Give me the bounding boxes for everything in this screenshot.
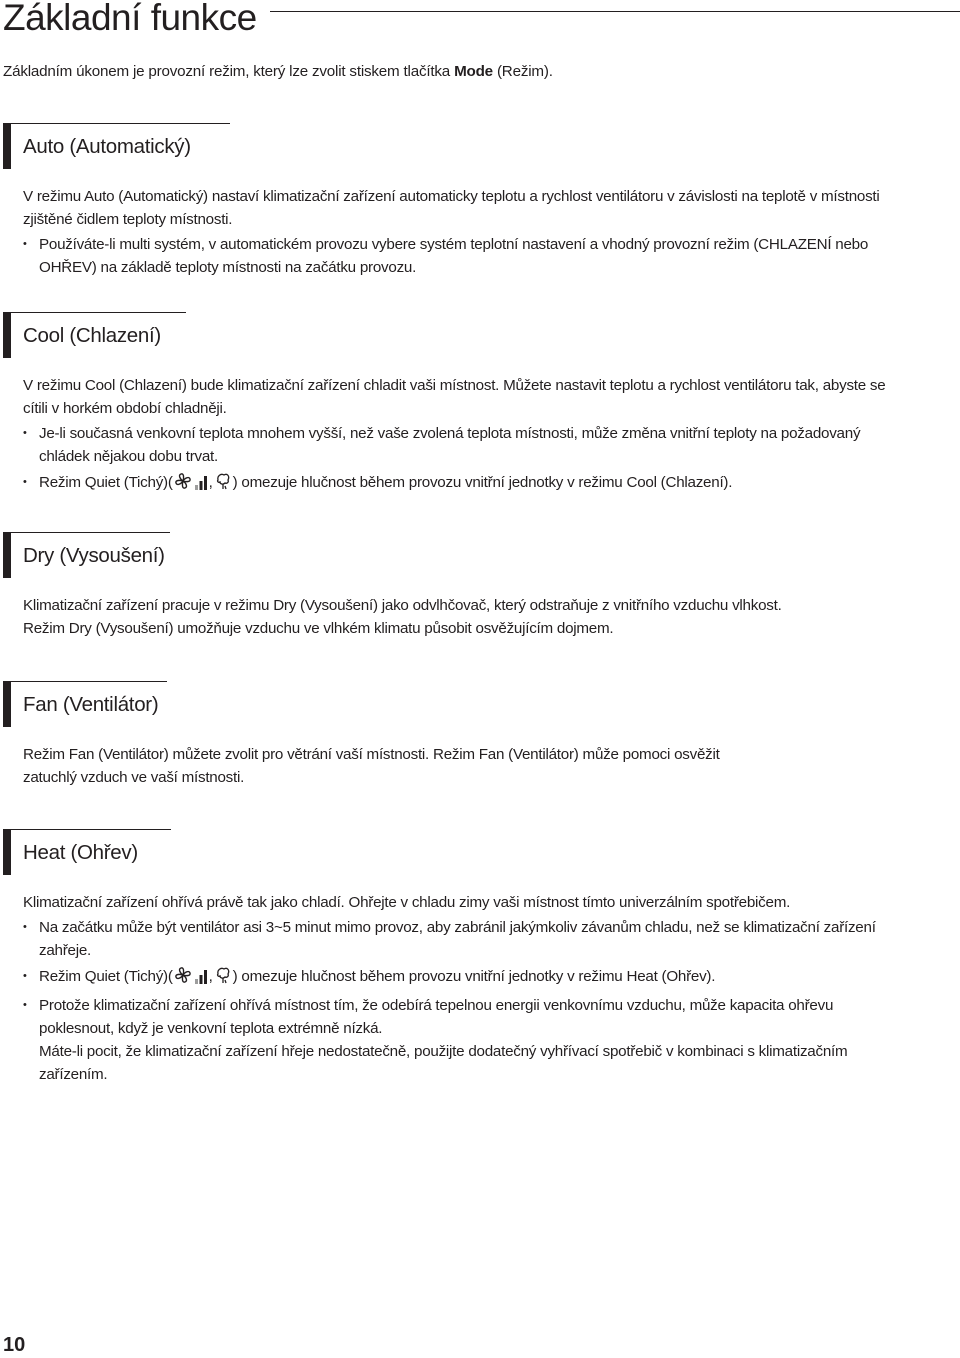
section-rule — [3, 532, 170, 533]
heat-bullet-capacity: • Protože klimatizační zařízení ohřívá místnost tím, že odebírá tepelnou energii venkovnímu vzduchu, může kapacita ohřevu poklesnout, když je venkovní teplota extrémně nízká. Máte-li pocit, že klimatizační zařízení hřeje nedostatečně, použijte dodatečný vyhřívací spotřebič v kombinaci s klimatizačním zařízením. — [23, 994, 900, 1086]
signal-bars-icon — [194, 474, 208, 497]
quiet-mode-icon — [214, 966, 232, 991]
auto-bullet: • Používáte-li multi systém, v automatickém provozu vybere systém teplotní nastavení a vhodný provozní režim (CHLAZENÍ nebo OHŘEV) na základě teploty místnosti na začátku provozu. — [23, 233, 900, 279]
section-rule — [3, 681, 167, 682]
title-rule — [270, 11, 960, 12]
dry-paragraph-1: Klimatizační zařízení pracuje v režimu Dry (Vysoušení) jako odvlhčovač, který odstraňuje z vnitřního vzduchu vlhkost. — [23, 597, 782, 614]
cool-paragraph: V režimu Cool (Chlazení) bude klimatizační zařízení chladit vaši místnost. Můžete nastavit teplotu a rychlost ventilátoru tak, abyste se cítili v horkém období chladněji. — [23, 377, 886, 417]
section-marker — [3, 312, 11, 358]
section-auto — [0, 123, 960, 282]
quiet-mode-icon — [214, 472, 232, 497]
section-marker — [3, 829, 11, 875]
dry-paragraph-2: Režim Dry (Vysoušení) umožňuje vzduchu ve vlhkém klimatu působit osvěžujícím dojmem. — [23, 620, 614, 637]
section-marker — [3, 681, 11, 727]
cool-bullet-temperature: • Je-li současná venkovní teplota mnohem vyšší, než vaše zvolená teplota místnosti, může změna vnitřní teploty na požadovaný chládek nějakou dobu trvat. — [23, 422, 900, 468]
fan-speed-icon — [174, 472, 192, 497]
section-rule — [3, 312, 186, 313]
heat-bullet-quiet: • Režim Quiet (Tichý)( , ) omezuje hlučnost během provozu vnitřní jednotky v režimu Heat (Ohřev). — [23, 965, 900, 991]
auto-paragraph: V režimu Auto (Automatický) nastaví klimatizační zařízení automaticky teplotu a rychlost ventilátoru v závislosti na teplotě v místnosti zjištěné čidlem teploty místnosti. — [23, 188, 880, 228]
page-number: 10 — [3, 1334, 26, 1356]
section-heading-cool: Cool (Chlazení) — [23, 324, 161, 347]
section-heading-auto: Auto (Automatický) — [23, 135, 191, 158]
mode-keyword: Mode — [454, 63, 493, 80]
heat-paragraph: Klimatizační zařízení ohřívá právě tak jako chladí. Ohřejte v chladu zimy vaši místnost tímto univerzálním spotřebičem. — [23, 894, 791, 911]
section-heat — [0, 829, 960, 1089]
section-rule — [3, 123, 230, 124]
fan-paragraph: Režim Fan (Ventilátor) můžete zvolit pro větrání vaší místnosti. Režim Fan (Ventilátor) může pomoci osvěžit zatuchlý vzduch ve vaší místnosti. — [23, 746, 720, 786]
section-dry — [0, 532, 960, 640]
cool-bullet-quiet: • Režim Quiet (Tichý)( , ) omezuje hlučnost během provozu vnitřní jednotky v režimu Cool (Chlazení). — [23, 471, 900, 497]
heat-bullet-fan-delay: • Na začátku může být ventilátor asi 3~5 minut mimo provoz, aby zabránil jakýmkoliv závanům chladu, než se klimatizační zařízení zahřeje. — [23, 916, 900, 962]
section-heading-fan: Fan (Ventilátor) — [23, 693, 159, 716]
section-cool — [0, 312, 960, 500]
intro-text: Základním úkonem je provozní režim, který lze zvolit stiskem tlačítka Mode (Režim). — [3, 63, 553, 80]
section-rule — [3, 829, 171, 830]
section-heading-dry: Dry (Vysoušení) — [23, 544, 165, 567]
section-marker — [3, 532, 11, 578]
fan-speed-icon — [174, 966, 192, 991]
signal-bars-icon — [194, 968, 208, 991]
section-heading-heat: Heat (Ohřev) — [23, 841, 138, 864]
page-title: Základní funkce — [3, 0, 257, 38]
section-marker — [3, 123, 11, 169]
section-fan — [0, 681, 960, 789]
